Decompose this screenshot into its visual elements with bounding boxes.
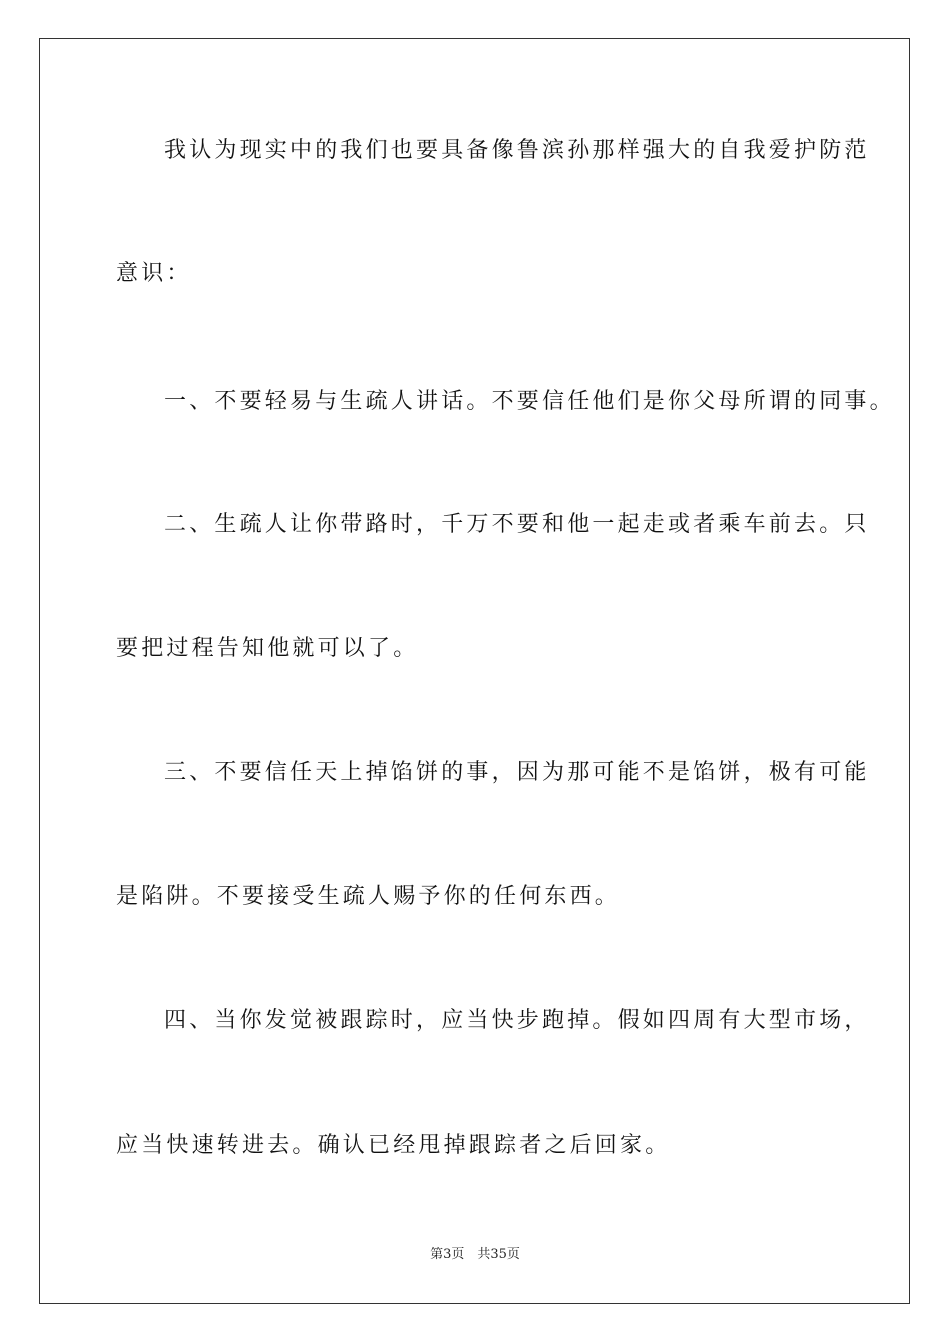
paragraph-1-line-2: 意识： [116,261,192,286]
paragraph-2-line-1: 一、不要轻易与生疏人讲话。不要信任他们是你父母所谓的同事。 [164,389,895,414]
paragraph-4-line-1: 三、不要信任天上掉馅饼的事，因为那可能不是馅饼，极有可能 [164,760,870,785]
page-number-footer: 第3页 共35页 [430,1247,520,1262]
paragraph-3-line-1: 二、生疏人让你带路时，千万不要和他一起走或者乘车前去。只 [164,512,870,537]
paragraph-5-line-2: 应当快速转进去。确认已经甩掉跟踪者之后回家。 [116,1133,671,1158]
paragraph-3-line-2: 要把过程告知他就可以了。 [116,636,419,661]
paragraph-1-line-1: 我认为现实中的我们也要具备像鲁滨孙那样强大的自我爱护防范 [164,138,870,163]
paragraph-5-line-1: 四、当你发觉被跟踪时，应当快步跑掉。假如四周有大型市场， [164,1008,870,1033]
paragraph-4-line-2: 是陷阱。不要接受生疏人赐予你的任何东西。 [116,884,621,909]
page-frame [39,38,910,1304]
